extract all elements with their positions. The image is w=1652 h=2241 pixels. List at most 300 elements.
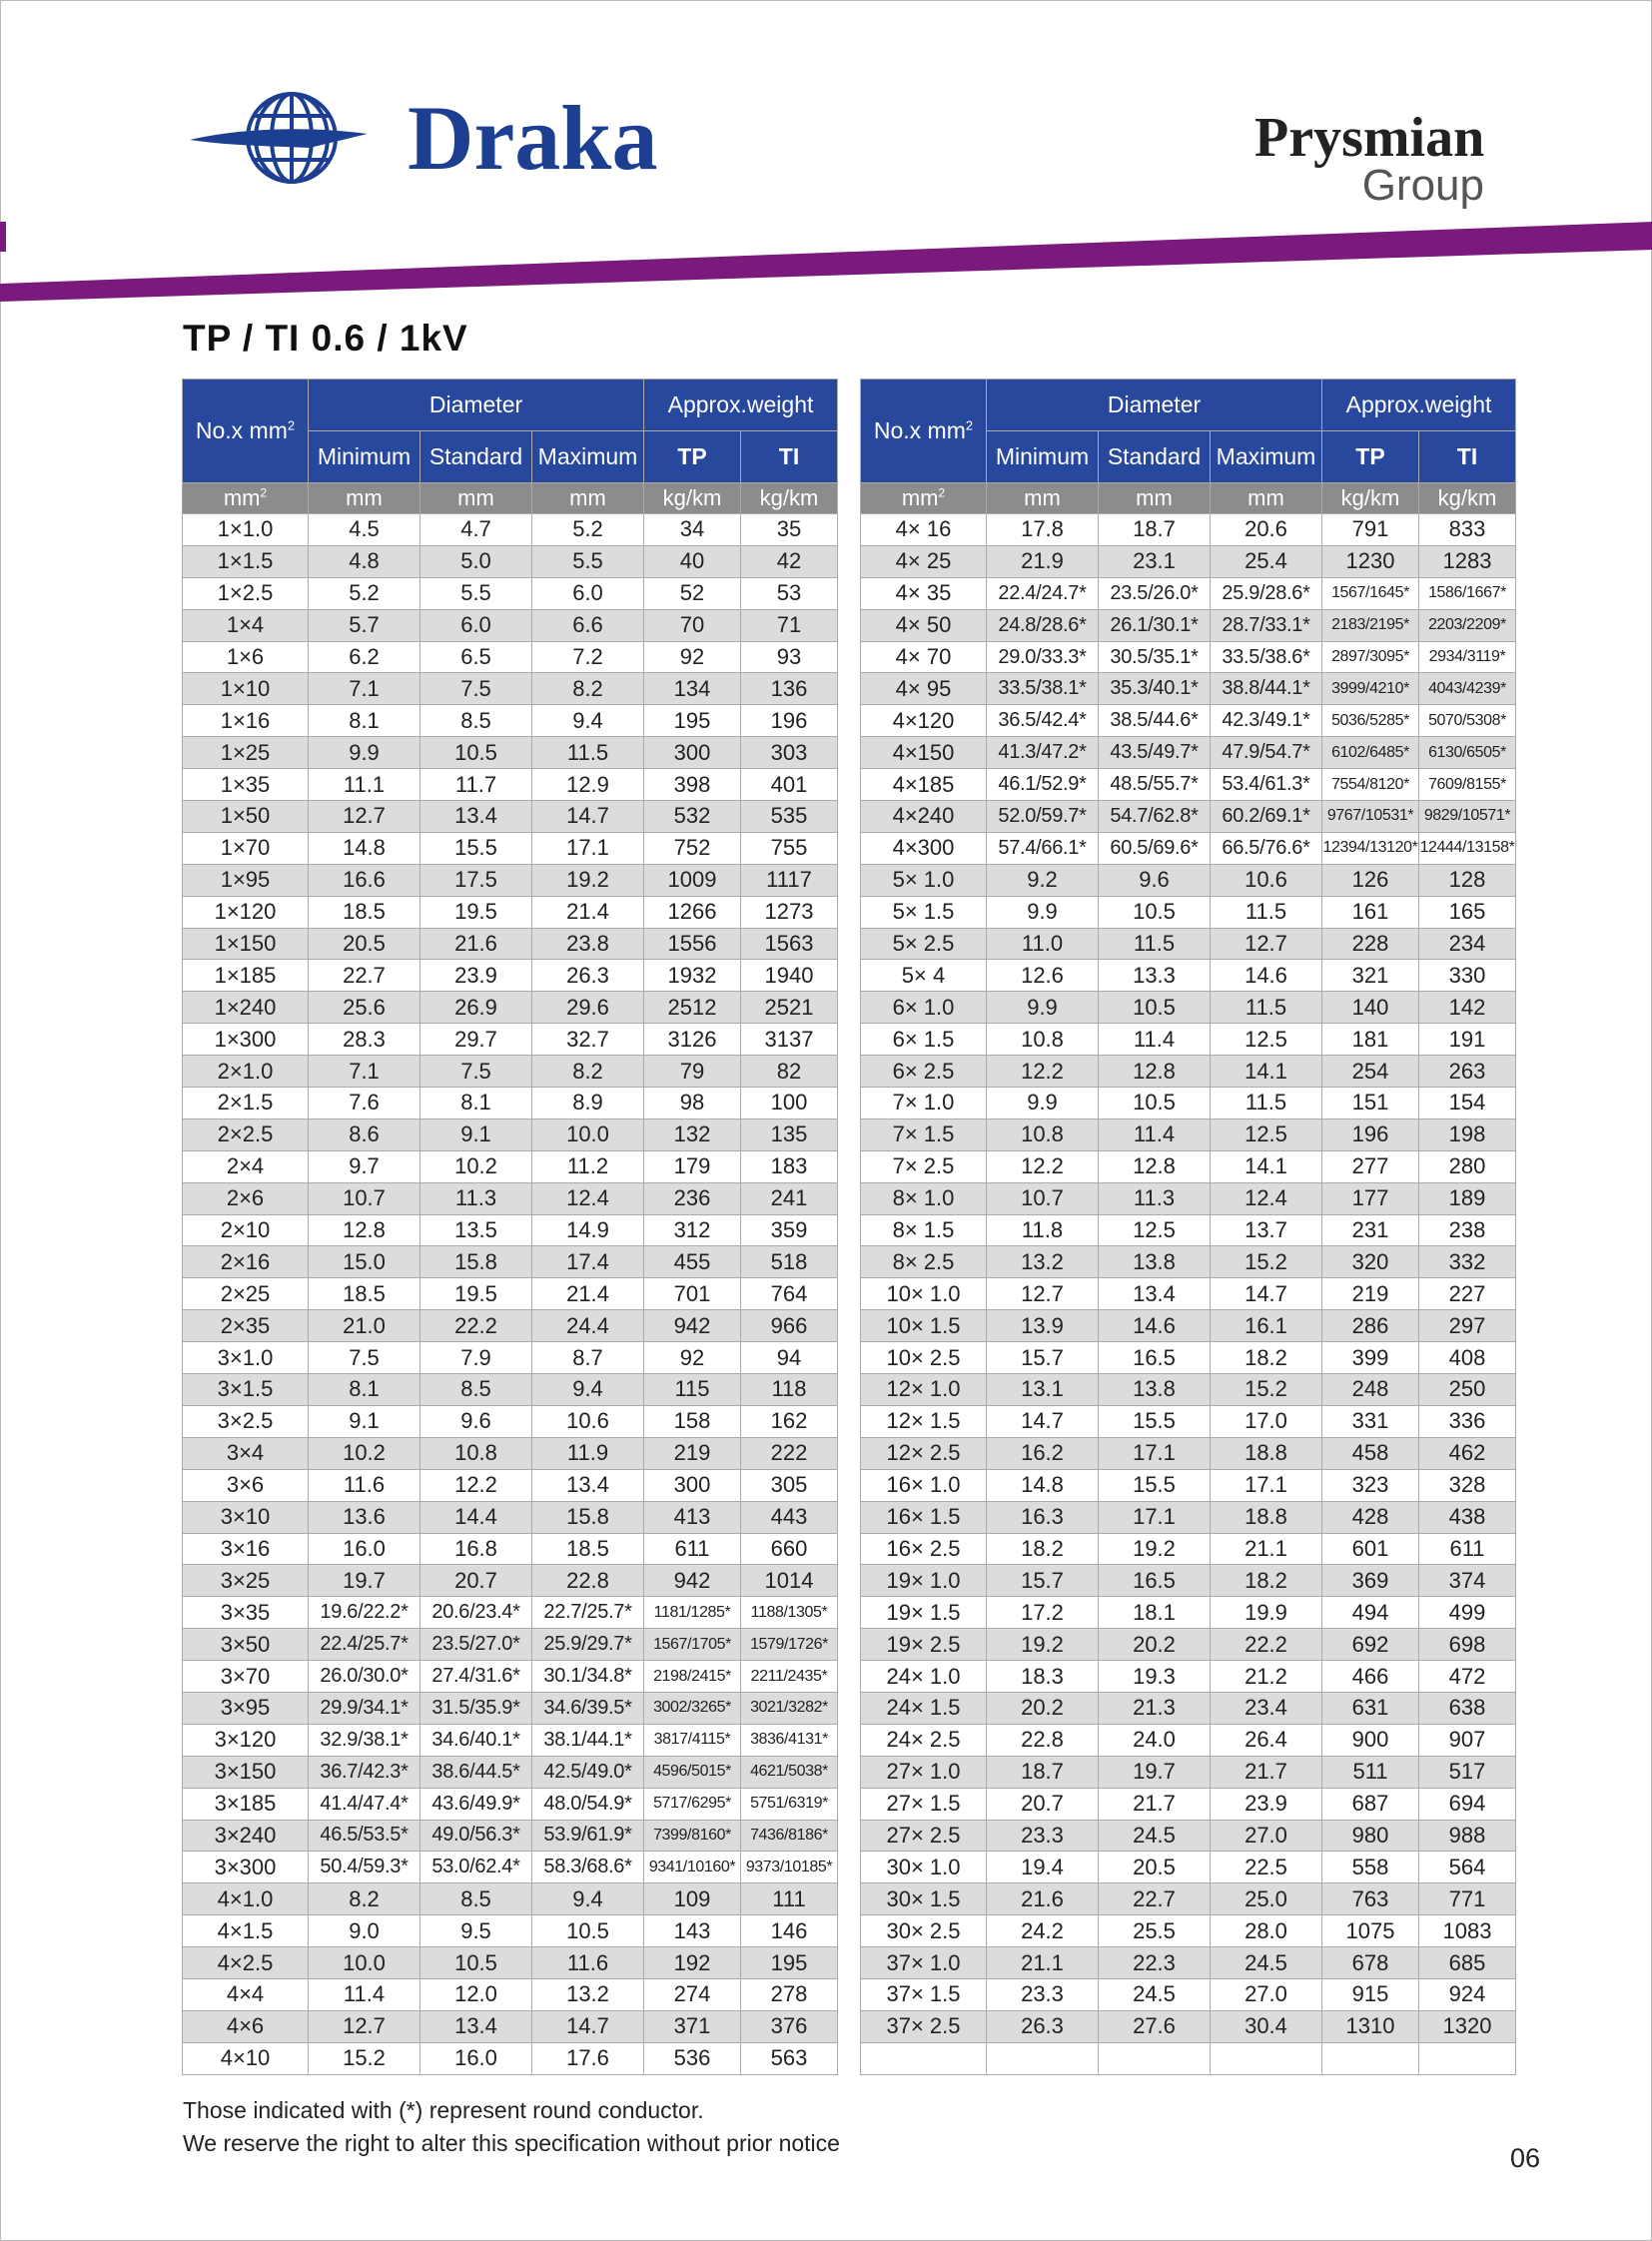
cell-maximum: 48.0/54.9* — [532, 1788, 644, 1820]
cell-size: 3×16 — [183, 1533, 309, 1565]
cell-size: 12× 1.0 — [861, 1374, 987, 1406]
cell-maximum: 10.6 — [1211, 864, 1322, 896]
cell-ti: 2203/2209* — [1419, 609, 1516, 641]
cell-maximum: 8.7 — [532, 1342, 644, 1374]
cell-tp: 12394/13120* — [1322, 832, 1419, 864]
col-header-maximum: Maximum — [1211, 431, 1322, 483]
cell-maximum: 11.5 — [1211, 1088, 1322, 1120]
cell-size: 37× 2.5 — [861, 2010, 987, 2042]
cell-minimum: 8.1 — [309, 705, 420, 737]
cell-standard: 15.5 — [420, 832, 532, 864]
cell-minimum: 16.0 — [309, 1533, 420, 1565]
cell-standard: 10.8 — [420, 1437, 532, 1469]
cell-size: 1×2.5 — [183, 577, 309, 609]
cell-maximum: 9.4 — [532, 1883, 644, 1915]
cell-standard: 24.5 — [1099, 1820, 1211, 1852]
cell-minimum: 16.3 — [987, 1501, 1099, 1533]
cell-ti: 771 — [1419, 1883, 1516, 1915]
cell-standard: 10.5 — [1099, 992, 1211, 1024]
cell-size: 3×120 — [183, 1724, 309, 1756]
cell-minimum: 8.6 — [309, 1119, 420, 1150]
cell-minimum: 33.5/38.1* — [987, 673, 1099, 705]
cell-standard: 53.0/62.4* — [420, 1852, 532, 1883]
cell-ti: 462 — [1419, 1437, 1516, 1469]
cell-tp: 219 — [644, 1437, 741, 1469]
cell-ti: 332 — [1419, 1246, 1516, 1278]
table-row — [183, 1788, 838, 1820]
cell-maximum: 12.9 — [532, 769, 644, 801]
cell-minimum: 10.8 — [987, 1119, 1099, 1150]
cell-size: 1×185 — [183, 960, 309, 992]
cell-minimum: 11.6 — [309, 1469, 420, 1501]
cell-size: 4× 16 — [861, 514, 987, 546]
cell-minimum: 46.1/52.9* — [987, 769, 1099, 801]
cell-minimum: 13.2 — [987, 1246, 1099, 1278]
cell-tp: 181 — [1322, 1024, 1419, 1056]
cell-minimum: 7.1 — [309, 673, 420, 705]
cell-maximum: 21.2 — [1211, 1661, 1322, 1693]
cell-standard: 15.8 — [420, 1246, 532, 1278]
cell-standard: 16.8 — [420, 1533, 532, 1565]
cell-maximum: 17.1 — [532, 832, 644, 864]
cell-ti: 660 — [741, 1533, 838, 1565]
cell-tp: 158 — [644, 1405, 741, 1437]
table-row — [861, 1374, 1516, 1406]
cell-maximum: 5.5 — [532, 545, 644, 577]
table-row — [183, 769, 838, 801]
cell-ti: 472 — [1419, 1661, 1516, 1693]
cell-minimum: 22.4/25.7* — [309, 1629, 420, 1661]
table-row — [861, 609, 1516, 641]
cell-standard: 14.6 — [1099, 1310, 1211, 1342]
cell-maximum: 22.7/25.7* — [532, 1597, 644, 1629]
cell-standard: 19.2 — [1099, 1533, 1211, 1565]
table-row — [861, 928, 1516, 960]
cell-standard: 60.5/69.6* — [1099, 832, 1211, 864]
table-row — [861, 1469, 1516, 1501]
cell-minimum: 25.6 — [309, 992, 420, 1024]
cell-tp: 321 — [1322, 960, 1419, 992]
cell-tp: 132 — [644, 1119, 741, 1150]
table-row — [183, 1405, 838, 1437]
cell-standard: 8.1 — [420, 1088, 532, 1120]
cell-minimum: 16.6 — [309, 864, 420, 896]
cell-ti: 118 — [741, 1374, 838, 1406]
cell-maximum: 18.5 — [532, 1533, 644, 1565]
cell-maximum: 25.9/29.7* — [532, 1629, 644, 1661]
cell-tp: 558 — [1322, 1852, 1419, 1883]
cell-tp: 192 — [644, 1947, 741, 1979]
cell-size: 30× 1.0 — [861, 1852, 987, 1883]
cell-maximum: 25.9/28.6* — [1211, 577, 1322, 609]
cell-minimum: 12.7 — [309, 2010, 420, 2042]
cell-ti: 563 — [741, 2042, 838, 2074]
cell-standard: 10.5 — [420, 1947, 532, 1979]
table-row — [861, 1437, 1516, 1469]
cell-standard: 13.5 — [420, 1214, 532, 1246]
cell-standard: 9.1 — [420, 1119, 532, 1150]
table-row — [183, 1947, 838, 1979]
cell-maximum: 6.0 — [532, 577, 644, 609]
cell-ti: 82 — [741, 1056, 838, 1088]
cell-minimum: 28.3 — [309, 1024, 420, 1056]
table-row — [861, 1342, 1516, 1374]
cell-standard: 29.7 — [420, 1024, 532, 1056]
cell-minimum: 41.3/47.2* — [987, 737, 1099, 769]
cell-standard: 25.5 — [1099, 1915, 1211, 1947]
cell-minimum: 21.6 — [987, 1883, 1099, 1915]
cell-ti: 328 — [1419, 1469, 1516, 1501]
cell-minimum: 6.2 — [309, 641, 420, 673]
cell-minimum: 21.0 — [309, 1310, 420, 1342]
cell-tp: 942 — [644, 1565, 741, 1597]
cell-standard: 23.1 — [1099, 545, 1211, 577]
cell-maximum: 16.1 — [1211, 1310, 1322, 1342]
cell-ti: 238 — [1419, 1214, 1516, 1246]
cell-minimum: 20.7 — [987, 1788, 1099, 1820]
cell-maximum: 14.1 — [1211, 1056, 1322, 1088]
cell-ti: 336 — [1419, 1405, 1516, 1437]
cell-ti: 833 — [1419, 514, 1516, 546]
table-row — [861, 1501, 1516, 1533]
cell-tp: 455 — [644, 1246, 741, 1278]
cell-standard: 23.5/27.0* — [420, 1629, 532, 1661]
table-row — [861, 1119, 1516, 1150]
table-row — [861, 1947, 1516, 1979]
table-row — [183, 832, 838, 864]
table-row — [861, 1278, 1516, 1310]
cell-tp: 179 — [644, 1150, 741, 1182]
unit-no: $mm^2$ — [861, 483, 987, 514]
cell-tp: 9341/10160* — [644, 1852, 741, 1883]
table-row — [183, 801, 838, 833]
cell-standard: 15.5 — [1099, 1405, 1211, 1437]
unit-no: $mm^2$ — [183, 483, 309, 514]
cell-ti: 135 — [741, 1119, 838, 1150]
cell-maximum: 30.4 — [1211, 2010, 1322, 2042]
cell-standard: 20.2 — [1099, 1629, 1211, 1661]
cell-standard: 10.5 — [1099, 896, 1211, 928]
cell-standard: 27.6 — [1099, 2010, 1211, 2042]
cell-tp: 1567/1705* — [644, 1629, 741, 1661]
cell-tp: 300 — [644, 1469, 741, 1501]
cell-minimum: 24.2 — [987, 1915, 1099, 1947]
table-row — [183, 1692, 838, 1724]
cell-minimum: 9.7 — [309, 1150, 420, 1182]
table-row — [183, 2042, 838, 2074]
cell-ti: 4043/4239* — [1419, 673, 1516, 705]
cell-size: 6× 2.5 — [861, 1056, 987, 1088]
table-row — [183, 1214, 838, 1246]
cell-standard: 11.5 — [1099, 928, 1211, 960]
cell-tp: 511 — [1322, 1756, 1419, 1788]
cell-tp: 277 — [1322, 1150, 1419, 1182]
cell-standard: 43.5/49.7* — [1099, 737, 1211, 769]
cell-size: 10× 1.5 — [861, 1310, 987, 1342]
cell-ti: 966 — [741, 1310, 838, 1342]
table-row — [861, 1978, 1516, 2010]
unit-maximum: mm — [1211, 483, 1322, 514]
cell-tp: 140 — [1322, 992, 1419, 1024]
cell-ti: 196 — [741, 705, 838, 737]
table-row — [861, 1788, 1516, 1820]
cell-minimum: 15.7 — [987, 1565, 1099, 1597]
table-row — [183, 1437, 838, 1469]
cell-size: 5× 1.5 — [861, 896, 987, 928]
footnote-round-conductor: Those indicated with (*) represent round conductor. — [183, 2097, 704, 2123]
cell-maximum: 25.4 — [1211, 545, 1322, 577]
cell-maximum: 11.5 — [1211, 992, 1322, 1024]
cell-standard: 20.7 — [420, 1565, 532, 1597]
cell-maximum: 12.4 — [532, 1182, 644, 1214]
cell-ti: 195 — [741, 1947, 838, 1979]
cell-maximum: 21.7 — [1211, 1756, 1322, 1788]
cell-minimum: 24.8/28.6* — [987, 609, 1099, 641]
unit-minimum: mm — [987, 483, 1099, 514]
table-row — [183, 673, 838, 705]
cell-standard: 54.7/62.8* — [1099, 801, 1211, 833]
cell-standard: 30.5/35.1* — [1099, 641, 1211, 673]
cell-minimum: 52.0/59.7* — [987, 801, 1099, 833]
cell-minimum: 15.7 — [987, 1342, 1099, 1374]
col-header-maximum: Maximum — [532, 431, 644, 483]
cell-tp: 2897/3095* — [1322, 641, 1419, 673]
cell-minimum: 18.7 — [987, 1756, 1099, 1788]
cell-maximum: 19.9 — [1211, 1597, 1322, 1629]
cell-size: 3×185 — [183, 1788, 309, 1820]
cell-ti: 764 — [741, 1278, 838, 1310]
cell-ti: 71 — [741, 609, 838, 641]
cell-ti: 3021/3282* — [741, 1692, 838, 1724]
group-sub: Group — [1361, 161, 1484, 210]
cell-maximum: 42.3/49.1* — [1211, 705, 1322, 737]
cell-size: 4×4 — [183, 1978, 309, 2010]
cell-maximum — [1211, 2042, 1322, 2074]
cell-ti: 100 — [741, 1088, 838, 1120]
cell-size: 2×4 — [183, 1150, 309, 1182]
cell-maximum: 14.7 — [532, 2010, 644, 2042]
cell-standard: 9.5 — [420, 1915, 532, 1947]
cell-tp: 2198/2415* — [644, 1661, 741, 1693]
cell-ti: 1014 — [741, 1565, 838, 1597]
cell-maximum: 22.8 — [532, 1565, 644, 1597]
cell-tp: 900 — [1322, 1724, 1419, 1756]
cell-tp: 1567/1645* — [1322, 577, 1419, 609]
table-row — [183, 1278, 838, 1310]
cell-tp: 678 — [1322, 1947, 1419, 1979]
cell-maximum: 15.8 — [532, 1501, 644, 1533]
table-row — [861, 1692, 1516, 1724]
cell-tp: 980 — [1322, 1820, 1419, 1852]
cell-size: 2×10 — [183, 1214, 309, 1246]
cell-tp: 1556 — [644, 928, 741, 960]
cell-tp: 631 — [1322, 1692, 1419, 1724]
cell-ti: 438 — [1419, 1501, 1516, 1533]
cell-ti: 685 — [1419, 1947, 1516, 1979]
cell-maximum: 23.9 — [1211, 1788, 1322, 1820]
cell-standard: 16.0 — [420, 2042, 532, 2074]
cell-maximum: 15.2 — [1211, 1374, 1322, 1406]
cell-size: 4× 35 — [861, 577, 987, 609]
cell-ti: 499 — [1419, 1597, 1516, 1629]
cell-minimum: 29.0/33.3* — [987, 641, 1099, 673]
cell-tp: 371 — [644, 2010, 741, 2042]
cell-minimum: 9.9 — [987, 896, 1099, 928]
cell-size: 37× 1.0 — [861, 1947, 987, 1979]
cell-minimum: 7.5 — [309, 1342, 420, 1374]
table-row — [183, 1978, 838, 2010]
cell-ti: 443 — [741, 1501, 838, 1533]
cell-size: 3×150 — [183, 1756, 309, 1788]
cell-minimum: 11.1 — [309, 769, 420, 801]
cell-ti: 517 — [1419, 1756, 1516, 1788]
cell-minimum: 13.6 — [309, 1501, 420, 1533]
cell-tp: 413 — [644, 1501, 741, 1533]
table-row — [861, 2042, 1516, 2074]
table-row — [861, 1820, 1516, 1852]
cell-tp: 3126 — [644, 1024, 741, 1056]
cell-maximum: 33.5/38.6* — [1211, 641, 1322, 673]
cell-size: 3×1.5 — [183, 1374, 309, 1406]
table-row — [183, 1852, 838, 1883]
unit-tp: kg/km — [644, 483, 741, 514]
cell-maximum: 17.0 — [1211, 1405, 1322, 1437]
cell-ti: 2521 — [741, 992, 838, 1024]
cell-standard: 12.0 — [420, 1978, 532, 2010]
cell-standard: 9.6 — [420, 1405, 532, 1437]
cell-tp — [1322, 2042, 1419, 2074]
cell-standard: 35.3/40.1* — [1099, 673, 1211, 705]
cell-size: 1×150 — [183, 928, 309, 960]
cell-size: 37× 1.5 — [861, 1978, 987, 2010]
col-header-diameter: Diameter — [987, 379, 1322, 431]
cell-size: 5× 1.0 — [861, 864, 987, 896]
cell-standard: 22.3 — [1099, 1947, 1211, 1979]
table-row — [861, 1661, 1516, 1693]
cell-standard: 19.5 — [420, 1278, 532, 1310]
cell-ti: 128 — [1419, 864, 1516, 896]
cell-maximum: 5.2 — [532, 514, 644, 546]
cell-tp: 134 — [644, 673, 741, 705]
cell-ti: 1586/1667* — [1419, 577, 1516, 609]
cell-maximum: 12.5 — [1211, 1119, 1322, 1150]
cell-standard: 16.5 — [1099, 1565, 1211, 1597]
cell-size: 1×300 — [183, 1024, 309, 1056]
cell-ti: 5070/5308* — [1419, 705, 1516, 737]
table-row — [861, 1405, 1516, 1437]
cell-minimum: 11.4 — [309, 1978, 420, 2010]
table-row — [183, 1661, 838, 1693]
cell-tp: 92 — [644, 641, 741, 673]
cell-size: 16× 1.0 — [861, 1469, 987, 1501]
cell-size: 16× 2.5 — [861, 1533, 987, 1565]
cell-tp: 151 — [1322, 1088, 1419, 1120]
cell-standard: 17.5 — [420, 864, 532, 896]
cell-size: 10× 2.5 — [861, 1342, 987, 1374]
table-row — [183, 1342, 838, 1374]
table-row — [183, 1374, 838, 1406]
cell-maximum: 10.5 — [532, 1915, 644, 1947]
cell-tp: 2512 — [644, 992, 741, 1024]
table-row — [861, 1724, 1516, 1756]
cell-maximum: 27.0 — [1211, 1978, 1322, 2010]
cell-tp: 254 — [1322, 1056, 1419, 1088]
cell-standard: 21.6 — [420, 928, 532, 960]
table-row — [861, 2010, 1516, 2042]
cell-minimum: 19.2 — [987, 1629, 1099, 1661]
cell-standard: 16.5 — [1099, 1342, 1211, 1374]
cell-ti: 535 — [741, 801, 838, 833]
cell-maximum: 23.8 — [532, 928, 644, 960]
cell-tp: 5717/6295* — [644, 1788, 741, 1820]
cell-minimum: 20.2 — [987, 1692, 1099, 1724]
col-header-ti: TI — [1419, 431, 1516, 483]
cell-tp: 40 — [644, 545, 741, 577]
cell-standard: 38.5/44.6* — [1099, 705, 1211, 737]
cell-minimum: 14.8 — [309, 832, 420, 864]
cell-tp: 458 — [1322, 1437, 1419, 1469]
table-row — [183, 864, 838, 896]
cell-tp: 942 — [644, 1310, 741, 1342]
cell-minimum: 19.6/22.2* — [309, 1597, 420, 1629]
cell-ti: 988 — [1419, 1820, 1516, 1852]
cell-standard: 11.3 — [1099, 1182, 1211, 1214]
cell-ti: 6130/6505* — [1419, 737, 1516, 769]
cell-ti: 198 — [1419, 1119, 1516, 1150]
cell-size: 3×1.0 — [183, 1342, 309, 1374]
table-row — [183, 1310, 838, 1342]
cell-tp: 126 — [1322, 864, 1419, 896]
cell-maximum: 25.0 — [1211, 1883, 1322, 1915]
cell-tp: 300 — [644, 737, 741, 769]
cell-standard: 43.6/49.9* — [420, 1788, 532, 1820]
cell-standard: 6.0 — [420, 609, 532, 641]
col-header-tp: TP — [644, 431, 741, 483]
cell-minimum: 12.2 — [987, 1056, 1099, 1088]
cell-ti: 12444/13158* — [1419, 832, 1516, 864]
cell-tp: 611 — [644, 1533, 741, 1565]
cell-size: 2×6 — [183, 1182, 309, 1214]
cell-size: 5× 4 — [861, 960, 987, 992]
cell-size: 4×240 — [861, 801, 987, 833]
cell-ti: 42 — [741, 545, 838, 577]
table-row — [861, 577, 1516, 609]
table-row — [861, 514, 1516, 546]
cell-tp: 701 — [644, 1278, 741, 1310]
cell-size: 12× 1.5 — [861, 1405, 987, 1437]
cell-tp: 369 — [1322, 1565, 1419, 1597]
cell-size: 4×185 — [861, 769, 987, 801]
cell-size: 3×50 — [183, 1629, 309, 1661]
table-row — [861, 832, 1516, 864]
cell-ti: 3137 — [741, 1024, 838, 1056]
cell-minimum: 12.8 — [309, 1214, 420, 1246]
table-row — [861, 673, 1516, 705]
cell-tp: 286 — [1322, 1310, 1419, 1342]
cell-tp: 2183/2195* — [1322, 609, 1419, 641]
cell-standard: 13.4 — [420, 2010, 532, 2042]
cell-standard: 24.0 — [1099, 1724, 1211, 1756]
cell-standard: 23.5/26.0* — [1099, 577, 1211, 609]
cell-standard: 7.5 — [420, 673, 532, 705]
cell-size: 1×6 — [183, 641, 309, 673]
cell-minimum: 14.8 — [987, 1469, 1099, 1501]
cell-minimum: 9.9 — [309, 737, 420, 769]
cell-size: 3×2.5 — [183, 1405, 309, 1437]
cell-minimum: 12.7 — [309, 801, 420, 833]
cell-standard: 21.3 — [1099, 1692, 1211, 1724]
cell-minimum: 18.2 — [987, 1533, 1099, 1565]
